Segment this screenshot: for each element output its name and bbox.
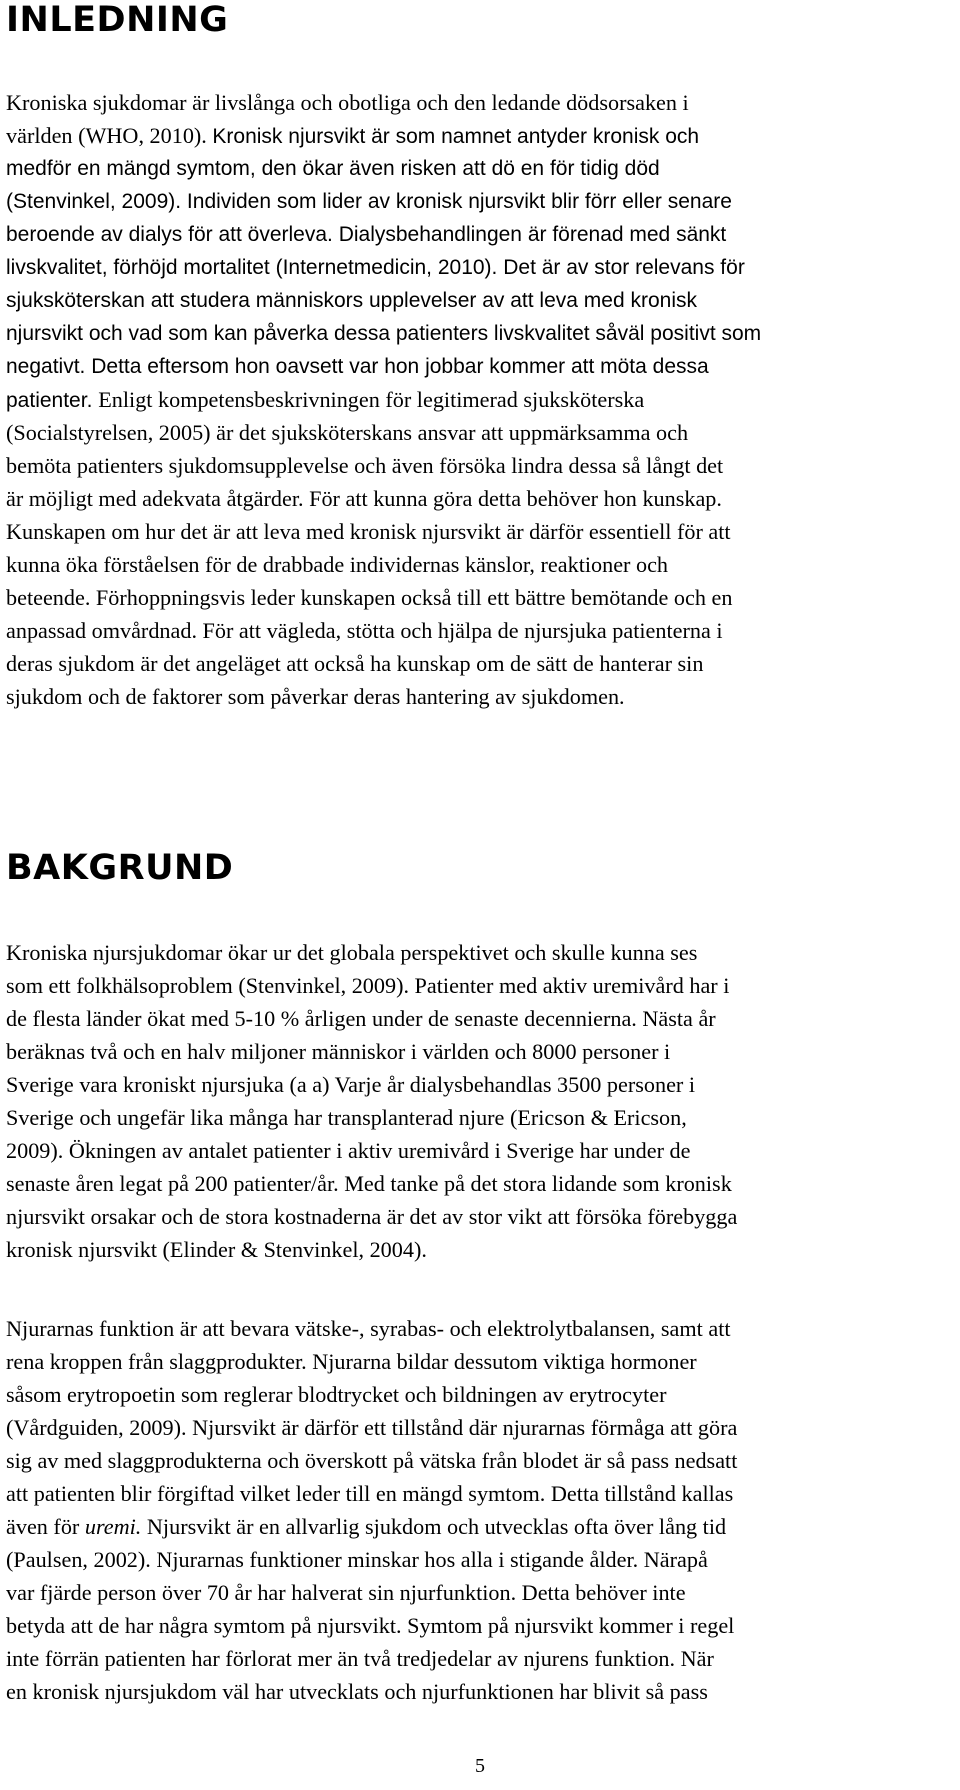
text-run: senaste åren legat på 200 patienter/år. Med tanke på det stora lidande som kronisk <box>6 1171 732 1196</box>
text-line <box>6 152 956 185</box>
text-line <box>6 416 956 449</box>
text-run: som ett folkhälsoproblem (Stenvinkel, 2009). Patienter med aktiv uremivård har i <box>6 973 730 998</box>
text-line <box>6 1312 956 1345</box>
text-line <box>6 449 956 482</box>
text-line <box>6 647 956 680</box>
text-line <box>6 482 956 515</box>
text-line <box>6 1200 956 1233</box>
text-line <box>6 680 956 713</box>
paragraph-inledning <box>6 86 956 713</box>
text-line <box>6 1068 956 1101</box>
text-run: betyda att de har några symtom på njursvikt. Symtom på njursvikt kommer i regel <box>6 1613 735 1638</box>
text-line <box>6 1134 956 1167</box>
text-run: Kroniska sjukdomar är livslånga och obotliga och den ledande dödsorsaken i <box>6 90 689 115</box>
text-run: Sverige och ungefär lika många har transplanterad njure (Ericson & Ericson, <box>6 1105 687 1130</box>
text-run: såsom erytropoetin som reglerar blodtrycket och bildningen av erytrocyter <box>6 1382 667 1407</box>
text-line <box>6 317 956 350</box>
text-line <box>6 1233 956 1266</box>
text-line <box>6 614 956 647</box>
paragraph-bakgrund-2 <box>6 1312 956 1708</box>
text-run: sig av med slaggprodukterna och överskott på vätska från blodet är så pass nedsatt <box>6 1448 738 1473</box>
section-heading-inledning: INLEDNING <box>6 0 229 40</box>
text-run: Det är av stor relevans för <box>503 256 745 279</box>
text-run: en kronisk njursjukdom väl har utvecklats och njurfunktionen har blivit så pass <box>6 1679 708 1704</box>
text-line <box>6 1642 956 1675</box>
text-line <box>6 185 956 218</box>
text-line <box>6 969 956 1002</box>
text-run: Kroniska njursjukdomar ökar ur det globala perspektivet och skulle kunna ses <box>6 940 698 965</box>
text-run: beräknas två och en halv miljoner människor i världen och 8000 personer i <box>6 1039 671 1064</box>
text-line <box>6 1477 956 1510</box>
text-run: beteende. Förhoppningsvis leder kunskapen också till ett bättre bemötande och en <box>6 585 733 610</box>
text-run: Kronisk njursvikt är som namnet antyder kronisk och <box>212 125 700 148</box>
text-line <box>6 1101 956 1134</box>
paragraph-bakgrund-1 <box>6 936 956 1266</box>
text-run: världen (WHO, 2010). <box>6 123 213 148</box>
text-line <box>6 383 956 416</box>
text-line <box>6 350 956 383</box>
text-line <box>6 1345 956 1378</box>
text-run: bemöta patienters sjukdomsupplevelse och även försöka lindra dessa så långt det <box>6 453 724 478</box>
text-line <box>6 936 956 969</box>
text-run: var fjärde person över 70 år har halverat sin njurfunktion. Detta behöver inte <box>6 1580 686 1605</box>
text-line <box>6 251 956 284</box>
text-run: är möjligt med adekvata åtgärder. För att kunna göra detta behöver hon kunskap. <box>6 486 722 511</box>
section-heading-bakgrund: BAKGRUND <box>6 848 234 888</box>
text-run: kunna öka förståelsen för de drabbade individernas känslor, reaktioner och <box>6 552 669 577</box>
text-run: inte förrän patienten har förlorat mer än två tredjedelar av njurens funktion. När <box>6 1646 714 1671</box>
text-line <box>6 1609 956 1642</box>
text-run: rena kroppen från slaggprodukter. Njurarna bildar dessutom viktiga hormoner <box>6 1349 697 1374</box>
text-run: negativt. Detta eftersom hon oavsett var hon jobbar kommer att möta dessa <box>6 355 709 378</box>
text-run: kronisk njursvikt (Elinder & Stenvinkel, 2004). <box>6 1237 427 1262</box>
text-line <box>6 581 956 614</box>
text-run: uremi. <box>84 1514 142 1539</box>
text-run: sjukdom och de faktorer som påverkar deras hantering av sjukdomen. <box>6 684 625 709</box>
text-line <box>6 86 956 119</box>
text-line <box>6 1543 956 1576</box>
text-run: sjuksköterskan att studera människors upplevelser av att leva med kronisk <box>6 289 697 312</box>
text-line <box>6 1167 956 1200</box>
text-run: livskvalitet, förhöjd mortalitet (Internetmedicin, 2010). <box>6 256 504 279</box>
text-line <box>6 119 956 152</box>
text-run: njursvikt orsakar och de stora kostnaderna är det av stor vikt att försöka förebygga <box>6 1204 738 1229</box>
text-run: de flesta länder ökat med 5-10 % årligen under de senaste decennierna. Nästa år <box>6 1006 716 1031</box>
text-run: njursvikt och vad som kan påverka dessa patienters livskvalitet såväl positivt som <box>6 322 762 345</box>
text-run: anpassad omvårdnad. För att vägleda, stötta och hjälpa de njursjuka patienterna i <box>6 618 723 643</box>
text-run: medför en mängd symtom, den ökar även risken att dö en för tidig död <box>6 157 660 180</box>
text-run: (Vårdguiden, 2009). Njursvikt är därför ett tillstånd där njurarnas förmåga att göra <box>6 1415 738 1440</box>
text-run: 2009). Ökningen av antalet patienter i aktiv uremivård i Sverige har under de <box>6 1138 691 1163</box>
text-line <box>6 1002 956 1035</box>
text-run: (Socialstyrelsen, 2005) är det sjuksköterskans ansvar att uppmärksamma och <box>6 420 689 445</box>
text-run: (Stenvinkel, 2009). Individen som lider av kronisk njursvikt blir förr eller senare <box>6 190 732 213</box>
text-line <box>6 1411 956 1444</box>
text-line <box>6 218 956 251</box>
text-line <box>6 1576 956 1609</box>
page-number: 5 <box>475 1755 485 1777</box>
text-run: patienter. <box>6 389 99 412</box>
text-line <box>6 1035 956 1068</box>
text-run: beroende av dialys för att överleva. Dialysbehandlingen är förenad med sänkt <box>6 223 727 246</box>
text-run: Njursvikt är en allvarlig sjukdom och utvecklas ofta över lång tid <box>141 1514 727 1539</box>
text-run: (Paulsen, 2002). Njurarnas funktioner minskar hos alla i stigande ålder. Närapå <box>6 1547 708 1572</box>
text-line <box>6 1444 956 1477</box>
text-run: Enligt kompetensbeskrivningen för legitimerad sjuksköterska <box>98 387 645 412</box>
text-run: att patienten blir förgiftad vilket leder till en mängd symtom. Detta tillstånd kallas <box>6 1481 734 1506</box>
text-line <box>6 548 956 581</box>
text-run: även för <box>6 1514 85 1539</box>
text-line <box>6 1510 956 1543</box>
text-line <box>6 1378 956 1411</box>
text-run: deras sjukdom är det angeläget att också ha kunskap om de sätt de hanterar sin <box>6 651 704 676</box>
text-run: Kunskapen om hur det är att leva med kronisk njursvikt är därför essentiell för att <box>6 519 731 544</box>
text-line <box>6 284 956 317</box>
text-line <box>6 515 956 548</box>
text-run: Njurarnas funktion är att bevara vätske-, syrabas- och elektrolytbalansen, samt att <box>6 1316 731 1341</box>
text-line <box>6 1675 956 1708</box>
text-run: Sverige vara kroniskt njursjuka (a a) Varje år dialysbehandlas 3500 personer i <box>6 1072 696 1097</box>
